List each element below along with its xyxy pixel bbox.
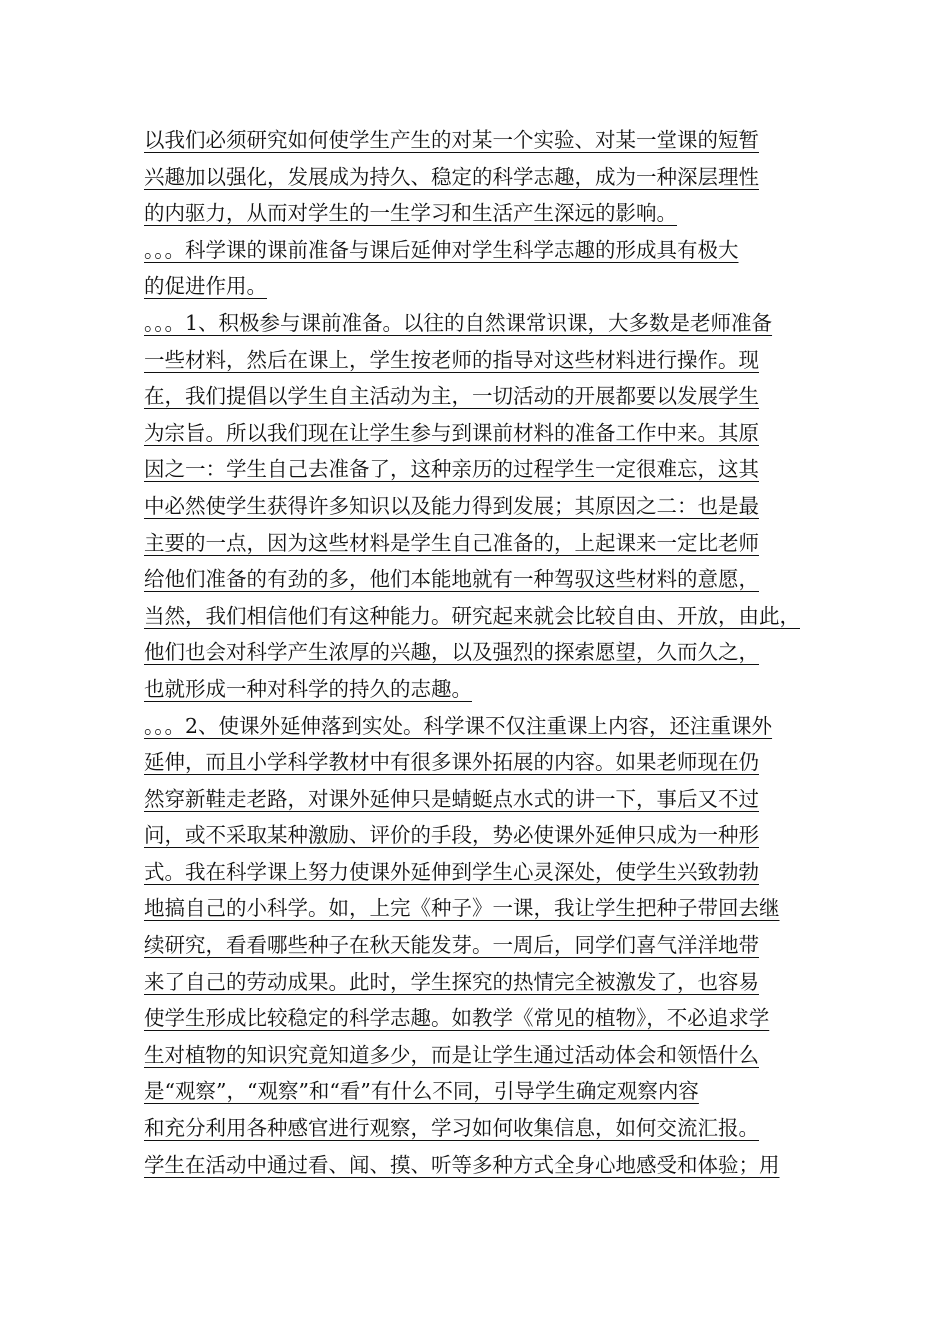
text-line: 给他们准备的有劲的多，他们本能地就有一种驾驭这些材料的意愿， — [144, 567, 759, 592]
text-line: 是“观察”，“观察”和“看”有什么不同，引导学生确定观察内容 — [144, 1079, 699, 1104]
text-line: 主要的一点，因为这些材料是学生自己准备的，上起课来一定比老师 — [144, 530, 759, 555]
text-line: 以我们必须研究如何使学生产生的对某一个实验、对某一堂课的短暂 — [144, 128, 759, 152]
text-line: 和充分利用各种感官进行观察，学习如何收集信息，如何交流汇报。 — [144, 1116, 759, 1141]
text-line: 兴趣加以强化，发展成为持久、稳定的科学志趣，成为一种深层理性 — [144, 164, 759, 189]
text-line: 来了自己的劳动成果。此时，学生探究的热情完全被激发了，也容易 — [144, 969, 759, 994]
text-line: 他们也会对科学产生浓厚的兴趣，以及强烈的探索愿望，久而久之， — [144, 640, 759, 665]
text-line: 的内驱力，从而对学生的一生学习和生活产生深远的影响。 — [144, 201, 677, 226]
text-line: 式。我在科学课上努力使课外延伸到学生心灵深处，使学生兴致勃勃 — [144, 859, 759, 884]
text-line: 当然，我们相信他们有这种能力。研究起来就会比较自由、开放，由此， — [144, 603, 800, 628]
text-line: 生对植物的知识究竟知道多少，而是让学生通过活动体会和领悟什么 — [144, 1042, 759, 1067]
text-line: 使学生形成比较稳定的科学志趣。如教学《常见的植物》，不必追求学 — [144, 1006, 770, 1031]
text-line: 续研究，看看哪些种子在秋天能发芽。一周后，同学们喜气洋洋地带 — [144, 933, 759, 958]
text-line: 也就形成一种对科学的持久的志趣。 — [144, 676, 472, 701]
text-line: 的促进作用。 — [144, 274, 267, 299]
body-text — [144, 122, 824, 1183]
text-line: 延伸，而且小学科学教材中有很多课外拓展的内容。如果老师现在仍 — [144, 750, 759, 775]
text-line: 。。。1、积极参与课前准备。以往的自然课常识课，大多数是老师准备 — [144, 310, 773, 335]
text-line: 学生在活动中通过看、闻、摸、听等多种方式全身心地感受和体验；用 — [144, 1152, 780, 1177]
text-line: 因之一：学生自己去准备了，这种亲历的过程学生一定很难忘，这其 — [144, 457, 759, 482]
text-line: 在，我们提倡以学生自主活动为主，一切活动的开展都要以发展学生 — [144, 384, 759, 409]
text-line: 然穿新鞋走老路，对课外延伸只是蜻蜓点水式的讲一下，事后又不过 — [144, 786, 759, 811]
text-line: 问，或不采取某种激励、评价的手段，势必使课外延伸只成为一种形 — [144, 823, 759, 848]
text-line: 为宗旨。所以我们现在让学生参与到课前材料的准备工作中来。其原 — [144, 420, 759, 445]
text-line: 一些材料，然后在课上，学生按老师的指导对这些材料进行操作。现 — [144, 347, 759, 372]
text-line: 。。。科学课的课前准备与课后延伸对学生科学志趣的形成具有极大 — [144, 237, 739, 262]
text-line: 地搞自己的小科学。如，上完《种子》一课，我让学生把种子带回去继 — [144, 896, 780, 921]
text-line: 。。。2、使课外延伸落到实处。科学课不仅注重课上内容，还注重课外 — [144, 713, 773, 738]
text-line: 中必然使学生获得许多知识以及能力得到发展；其原因之二：也是最 — [144, 493, 759, 518]
